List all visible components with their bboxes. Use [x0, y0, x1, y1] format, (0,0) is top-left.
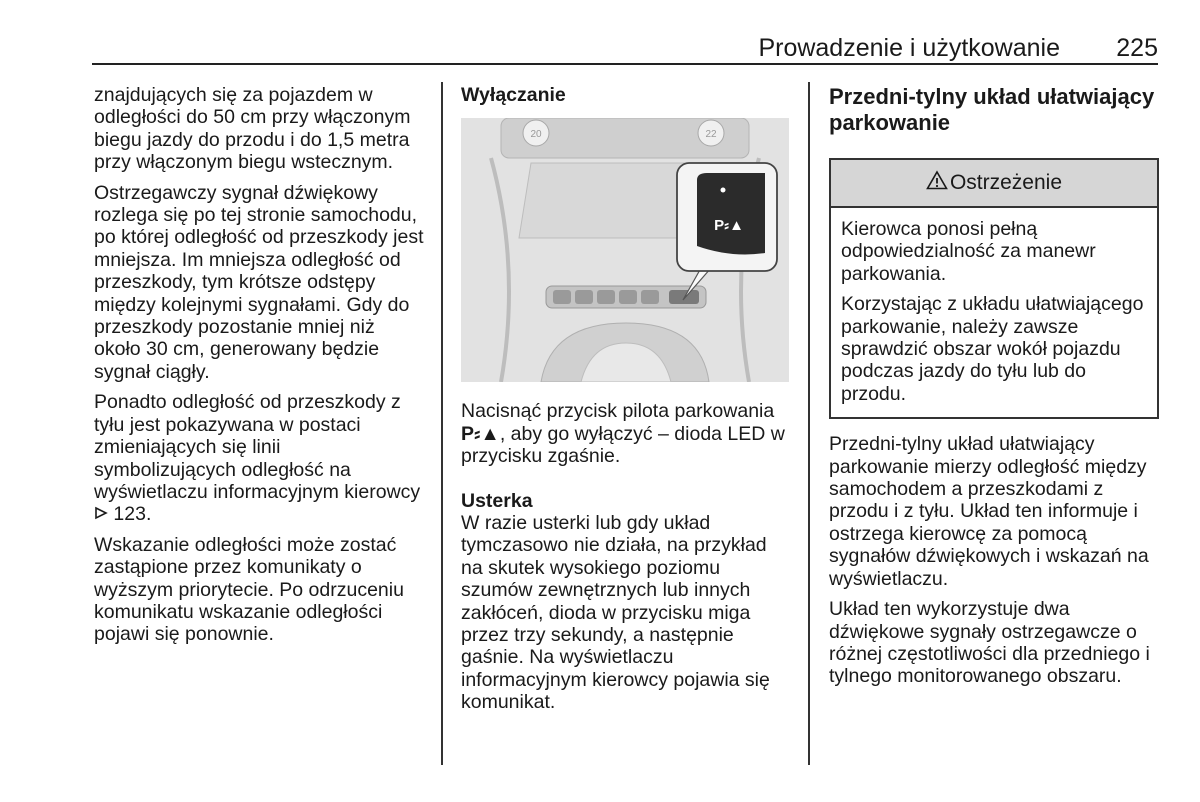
- warning-paragraph: Kierowca ponosi pełną odpowiedzialność za manewr parkowania.: [841, 218, 1096, 285]
- parking-button-label: P⸗▲: [714, 217, 744, 235]
- fault-heading: Usterka: [461, 489, 533, 512]
- warning-body: [831, 208, 1157, 417]
- paragraph: Układ ten wykorzystuje dwa dźwiękowe sygnały ostrzegawcze o różnej częstotliwości dla przedniego i tylnego monitorowanego obszaru.: [829, 598, 1150, 688]
- warning-header: [831, 160, 1157, 208]
- knob-right-label: 22: [705, 129, 717, 141]
- cross-reference-arrow-icon: [94, 503, 108, 525]
- caption-text: Nacisnąć przycisk pilota parkowania: [461, 400, 775, 423]
- paragraph: Przedni-tylny układ ułatwiający parkowanie mierzy odległość między samochodem a przeszkodami z przodu i z tyłu. Układ ten informuje i ostrzega kierowcę za pomocą sygnałów dźwiękowych i wskazań na wyświetlaczu.: [829, 433, 1149, 590]
- column-3: [829, 84, 1159, 696]
- paragraph: Ostrzegawczy sygnał dźwiękowy rozlega się po tej stronie samochodu, po której odległość od przeszkody jest mniejsza. Im mniejsza odległość od przeszkody, tym krótsze odstępy między kolejnymi sygnałami. Gdy do przeszkody pozostanie mniej niż około 30 cm, generowany będzie sygnał ciągły.: [94, 181, 424, 383]
- paragraph: [94, 391, 424, 525]
- section-heading: Przedni-tylny układ ułatwiający parkowanie: [829, 84, 1155, 135]
- section-subheading: Wyłączanie: [461, 84, 566, 106]
- page-reference-link[interactable]: 123.: [113, 503, 152, 526]
- paragraph-text: Ponadto odległość od przeszkody z tyłu jest pokazywana w postaci zmieniających się linii symbolizujących odległość na wyświetlaczu informacyjnym kierowcy: [94, 391, 421, 503]
- caption-paragraph: [461, 400, 793, 467]
- knob-left-label: 20: [530, 129, 542, 141]
- fault-paragraph: W razie usterki lub gdy układ tymczasowo nie działa, na przykład na skutek wysokiego poziomu szumów zewnętrznych lub innych zakłóceń, dioda w przycisku miga przez trzy sekundy, a następnie gaśnie. Na wyświetlaczu informacyjnym kierowcy pojawia się komunikat.: [461, 512, 770, 714]
- page-header-title: Prowadzenie i użytkowanie: [758, 34, 1060, 62]
- caption-text-2: , aby go wyłączyć – dioda LED w przycisku zgaśnie.: [461, 422, 785, 468]
- paragraph: znajdujących się za pojazdem w odległości do 50 cm przy włączonym biegu jazdy do przodu i do 1,5 metra przy włączonym biegu wstecznym.: [94, 84, 411, 174]
- column-divider-2: [808, 82, 810, 765]
- warning-box: [829, 158, 1159, 419]
- warning-paragraph: Korzystając z układu ułatwiającego parkowanie, należy zawsze sprawdzić obszar wokół pojazdu podczas jazdy do tyłu lub do przodu.: [841, 293, 1144, 405]
- console-button-illustration: [461, 118, 789, 382]
- warning-title: Ostrzeżenie: [949, 170, 1063, 194]
- column-2: [461, 84, 793, 722]
- warning-triangle-icon: [926, 170, 948, 195]
- column-divider-1: [441, 82, 443, 765]
- paragraph: Wskazanie odległości może zostać zastąpione przez komunikaty o wyższym priorytecie. Po odrzuceniu komunikatu wskazanie odległości pojawi się ponownie.: [94, 533, 404, 646]
- park-pilot-symbol: P⸗▲: [461, 422, 500, 445]
- column-1: [94, 84, 424, 654]
- header-rule: [92, 63, 1158, 65]
- page-number: 225: [1116, 34, 1158, 62]
